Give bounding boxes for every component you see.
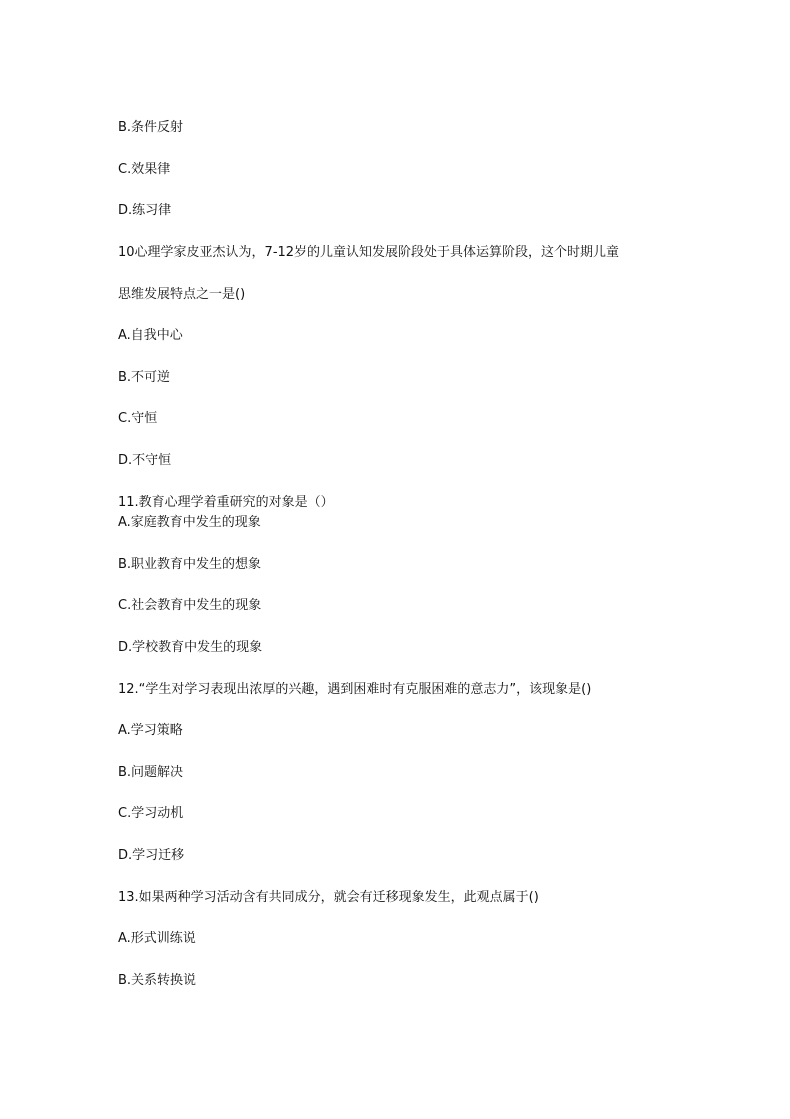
question-11-option-d: D.学校教育中发生的现象 <box>118 640 263 655</box>
question-11-option-c: C.社会教育中发生的现象 <box>118 598 262 613</box>
question-11-stem: 11.教育心理学着重研究的对象是（） <box>118 495 334 510</box>
question-9-option-c: C.效果律 <box>118 162 171 177</box>
question-10-option-d: D.不守恒 <box>118 453 172 468</box>
question-11-option-a: A.家庭教育中发生的现象 <box>118 515 261 530</box>
question-10-stem-line-2: 思维发展特点之一是() <box>118 287 246 302</box>
question-12-option-c: C.学习动机 <box>118 806 184 821</box>
question-13-option-a: A.形式训练说 <box>118 931 196 946</box>
question-10-stem-line-1: 10心理学家皮亚杰认为，7-12岁的儿童认知发展阶段处于具体运算阶段，这个时期儿童 <box>118 245 620 260</box>
question-13-stem: 13.如果两种学习活动含有共同成分，就会有迁移现象发生，此观点属于() <box>118 890 539 905</box>
question-10-option-c: C.守恒 <box>118 411 158 426</box>
question-12-option-b: B.问题解决 <box>118 765 184 780</box>
question-9-option-b: B.条件反射 <box>118 120 184 135</box>
question-11-option-b: B.职业教育中发生的想象 <box>118 557 262 572</box>
question-12-stem: 12.“学生对学习表现出浓厚的兴趣，遇到困难时有克服困难的意志力”，该现象是() <box>118 682 592 697</box>
question-9-option-d: D.练习律 <box>118 203 172 218</box>
question-13-option-b: B.关系转换说 <box>118 973 197 988</box>
question-10-option-a: A.自我中心 <box>118 328 183 343</box>
question-12-option-d: D.学习迁移 <box>118 848 185 863</box>
question-10-option-b: B.不可逆 <box>118 370 171 385</box>
question-12-option-a: A.学习策略 <box>118 723 183 738</box>
